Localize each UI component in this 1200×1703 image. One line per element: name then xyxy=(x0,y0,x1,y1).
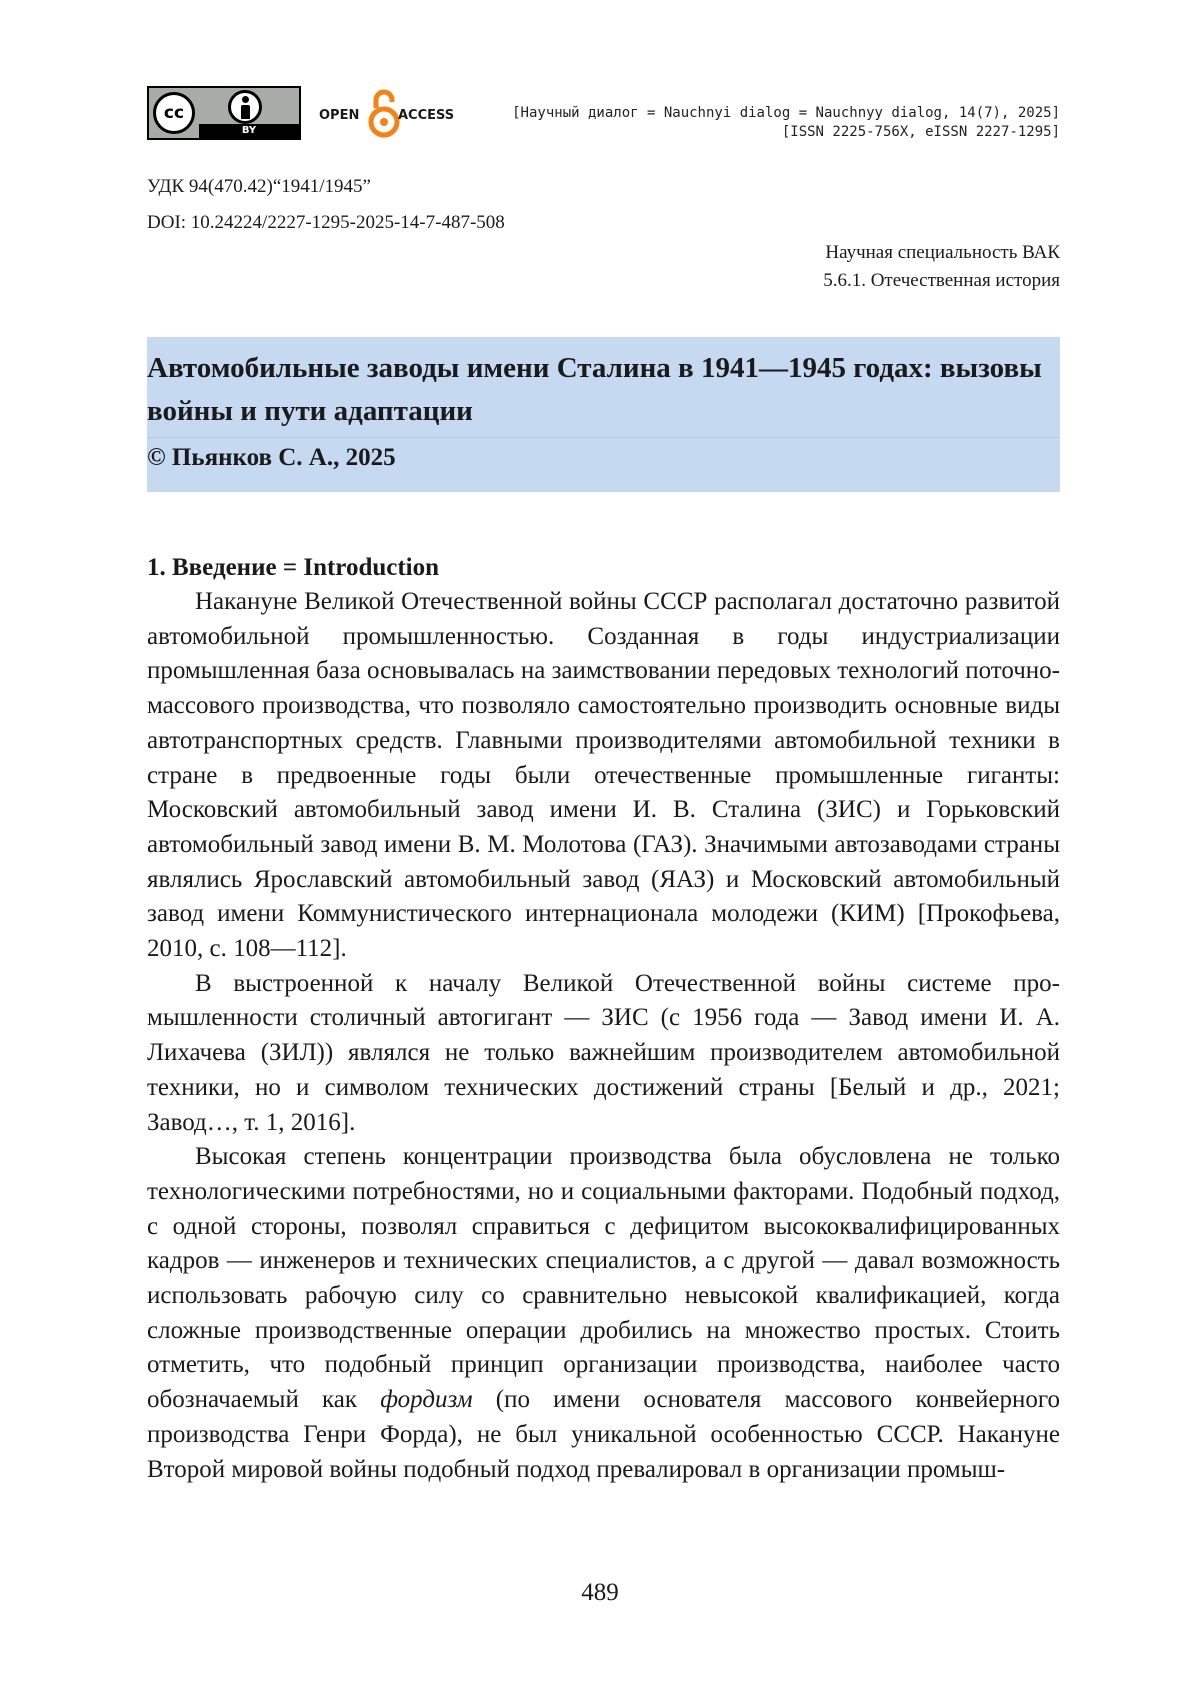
italic-term: фордизм xyxy=(380,1386,473,1414)
open-lock-icon xyxy=(366,88,402,138)
open-access-label-access: ACCESS xyxy=(398,108,455,123)
journal-issn: [ISSN 2225-756X, eISSN 2227-1295] xyxy=(781,124,1060,140)
vak-code: 5.6.1. Отечественная история xyxy=(823,270,1060,291)
paragraph-text: Высокая степень концентрации производства была обусловлена не только технологическими потребностями, но и социальными факторами. Подобный подход, с одной стороны, позволял справиться с дефицитом высококвалифицированных кадров — инженеров и технических специалистов, а с другой — давал возможность использовать рабочую силу со сравнительно невысокой квалификацией, когда сложные производственные операции дробились на множество простых. Стоить отметить, что подобный принцип организации производства, наиболее часто обозначаемый как xyxy=(147,1143,1060,1414)
title-block xyxy=(147,337,1060,492)
by-label: BY xyxy=(199,124,299,138)
section-heading: 1. Введение = Introduction xyxy=(147,554,440,581)
journal-citation: [Научный диалог = Nauchnyi dialog = Nauchnyy dialog, 14(7), 2025] xyxy=(512,105,1060,121)
title-divider xyxy=(147,437,1060,438)
udk-code: УДК 94(470.42)“1941/1945” xyxy=(147,176,371,197)
open-access-label-open: OPEN xyxy=(319,108,360,123)
attribution-icon xyxy=(228,90,262,124)
page-header xyxy=(147,86,1060,142)
cc-by-license-badge[interactable] xyxy=(147,86,301,140)
paragraph xyxy=(147,1140,1060,1487)
author-copyright: © Пьянков С. А., 2025 xyxy=(147,444,396,471)
page-number: 489 xyxy=(581,1579,619,1606)
open-access-logo xyxy=(319,86,469,140)
paragraph: Накануне Великой Отечественной войны СССР располагал достаточно развитой автомобильной промышленностью. Созданная в годы индустриализации промышленная база основывалась на заимствовании передовых технологий поточно-массового производства, что позволяло самостоятельно производить основные виды автотранспортных средств. Главными производителями автомобильной техники в стране в предвоенные годы были отечественные промышленные гиганты: Московский автомобильный завод имени И. В. Сталина (ЗИС) и Горьковский автомобильный завод имени В. М. Молотова (ГАЗ). Значимыми автозаводами страны являлись Ярославский автомобильный завод (ЯАЗ) и Московский автомобильный завод имени Коммунистического интернационала молодежи (КИМ) [Прокофьева, 2010, с. 108—112]. xyxy=(147,588,1060,963)
paragraph-text: (по имени основателя массового конвейерного производства Генри Форда), не был уникальной особенностью СССР. Накануне Второй мировой войны подобный подход превалировал в организации промыш- xyxy=(147,1386,1060,1483)
journal-reference xyxy=(512,104,1060,142)
vak-label: Научная специальность ВАК xyxy=(825,242,1060,263)
body-text xyxy=(147,585,1060,1487)
doi[interactable]: DOI: 10.24224/2227-1295-2025-14-7-487-508 xyxy=(147,212,505,233)
vak-specialty xyxy=(823,239,1060,295)
article-title: Автомобильные заводы имени Сталина в 1941—1945 годах: вызовы войны и пути адаптации xyxy=(147,352,1042,427)
cc-icon: cc xyxy=(153,92,195,134)
paragraph: В выстроенной к началу Великой Отечественной войны системе промышленности столичный автогигант — ЗИС (с 1956 года — Завод имени И. А. Лихачева (ЗИЛ)) являлся не только важнейшим производителем автомобильной техники, но и символом технических достижений страны [Белый и др., 2021; Завод…, т. 1, 2016]. xyxy=(147,969,1060,1136)
